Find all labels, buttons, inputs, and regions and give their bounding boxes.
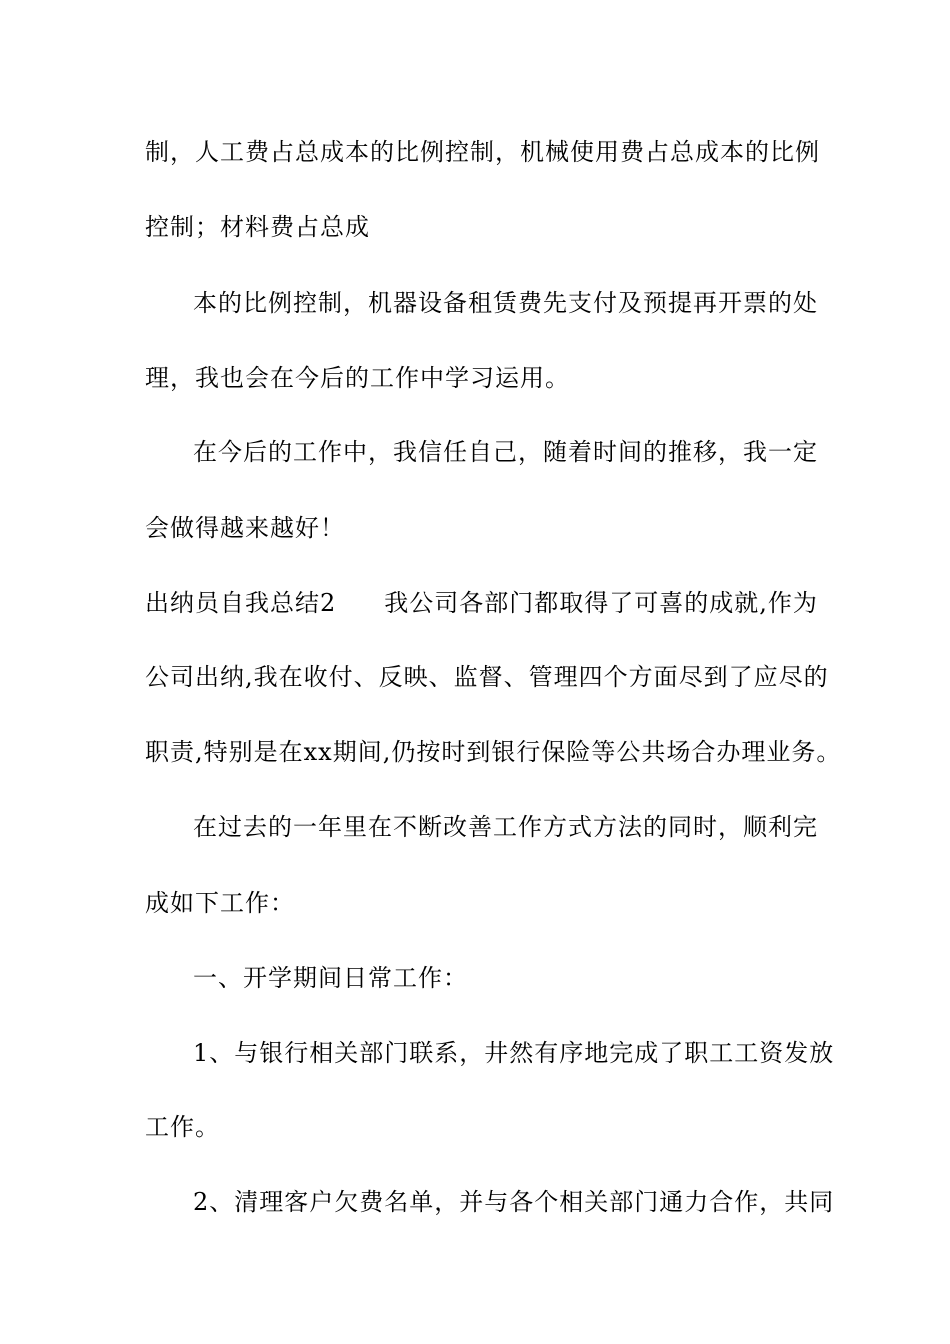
text-line: 成如下工作： [145, 889, 295, 917]
text-line: 控制；材料费占总成 [145, 213, 370, 241]
section-line [145, 587, 818, 619]
paragraph-line: 在过去的一年里在不断改善工作方式方法的同时，顺利完 [193, 813, 818, 841]
section-heading: 出纳员自我总结2 [145, 589, 337, 617]
paragraph-line: 一、开学期间日常工作： [193, 964, 468, 992]
text-line: 制，人工费占总成本的比例控制，机械使用费占总成本的比例 [145, 138, 820, 166]
paragraph-line: 2、清理客户欠费名单，并与各个相关部门通力合作，共同 [193, 1188, 835, 1216]
text-line: 公司出纳,我在收付、反映、监督、管理四个方面尽到了应尽的 [145, 663, 829, 691]
paragraph-line: 在今后的工作中，我信任自己，随着时间的推移，我一定 [193, 438, 818, 466]
section-text: 我公司各部门都取得了可喜的成就,作为 [384, 589, 818, 617]
text-line: 职责,特别是在xx期间,仍按时到银行保险等公共场合办理业务。 [145, 738, 842, 766]
paragraph-line: 本的比例控制，机器设备租赁费先支付及预提再开票的处 [193, 289, 818, 317]
text-line: 会做得越来越好！ [145, 514, 345, 542]
paragraph-line: 1、与银行相关部门联系，井然有序地完成了职工工资发放 [193, 1039, 835, 1067]
text-line: 工作。 [145, 1113, 220, 1141]
text-line: 理，我也会在今后的工作中学习运用。 [145, 364, 570, 392]
